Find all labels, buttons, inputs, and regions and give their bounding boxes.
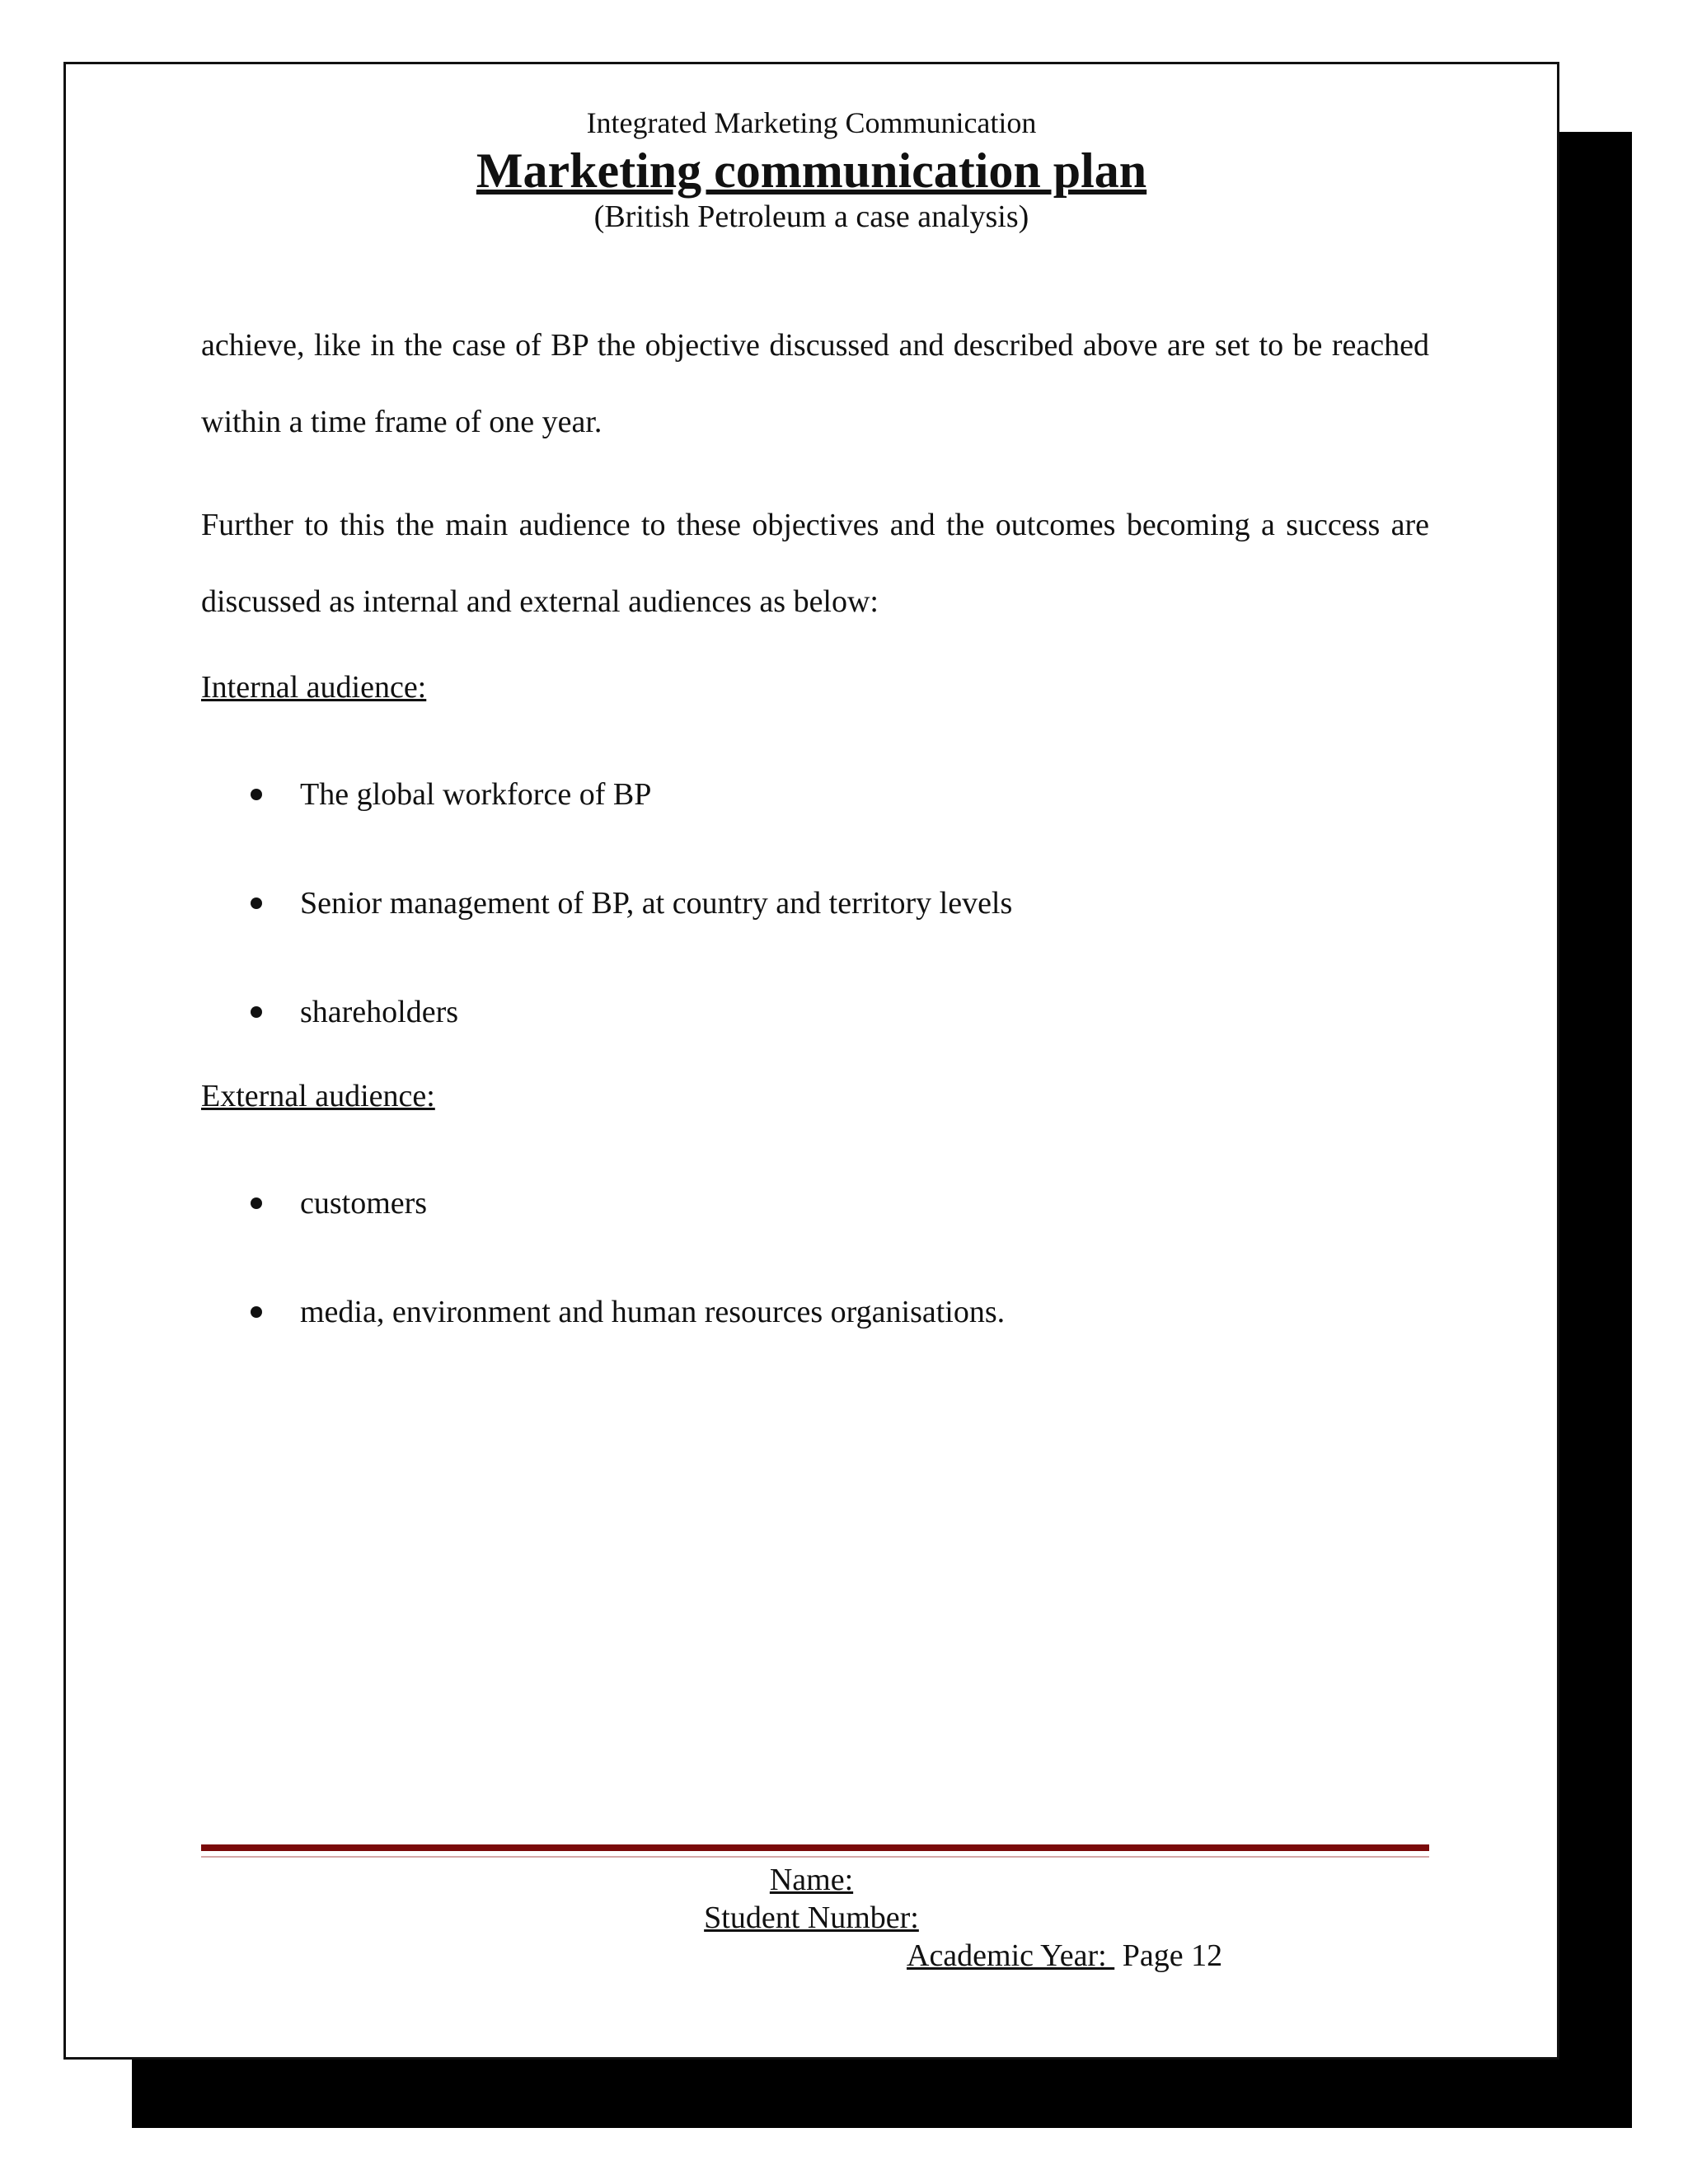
- bullet-icon: [251, 789, 262, 800]
- page-number: Page 12: [1122, 1938, 1223, 1973]
- footer-name-label: Name:: [769, 1863, 854, 1897]
- page-body: [201, 307, 1429, 1334]
- paragraph-1: achieve, like in the case of BP the objective discussed and described above are set to be reached within a time frame of one year.: [201, 328, 1429, 439]
- paragraph-2: Further to this the main audience to these objectives and the outcomes becoming a success are discussed as internal and external audiences as below:: [201, 508, 1429, 619]
- list-item: [201, 990, 1429, 1034]
- page-header: [66, 101, 1557, 237]
- list-item-text: The global workforce of BP: [300, 777, 652, 812]
- list-item: [201, 1290, 1429, 1334]
- bullet-icon: [251, 1006, 262, 1018]
- external-audience-heading: External audience:: [201, 1079, 435, 1113]
- list-item-text: media, environment and human resources organisations.: [300, 1295, 1006, 1329]
- bullet-icon: [251, 898, 262, 909]
- list-item-text: Senior management of BP, at country and territory levels: [300, 886, 1013, 921]
- document-page: [63, 62, 1559, 2060]
- header-course-title: Integrated Marketing Communication: [586, 106, 1037, 139]
- footer-academic-year-label: Academic Year:: [907, 1938, 1115, 1973]
- list-item-text: customers: [300, 1186, 428, 1221]
- footer-rule-thick: [201, 1844, 1429, 1851]
- list-item: [201, 1181, 1429, 1226]
- internal-audience-heading: Internal audience:: [201, 670, 427, 705]
- list-item: [201, 881, 1429, 926]
- footer-rule-thin: [201, 1856, 1429, 1858]
- external-audience-list: [201, 1181, 1429, 1334]
- list-item: [201, 772, 1429, 817]
- footer-student-number-label: Student Number:: [704, 1900, 919, 1935]
- header-document-title: Marketing communication plan: [476, 143, 1147, 198]
- list-item-text: shareholders: [300, 995, 459, 1029]
- bullet-icon: [251, 1306, 262, 1318]
- bullet-icon: [251, 1197, 262, 1209]
- footer-academic-year-row: [907, 1937, 1222, 1975]
- page-footer: [66, 1861, 1557, 1973]
- header-subtitle: (British Petroleum a case analysis): [593, 199, 1029, 234]
- internal-audience-list: [201, 772, 1429, 1034]
